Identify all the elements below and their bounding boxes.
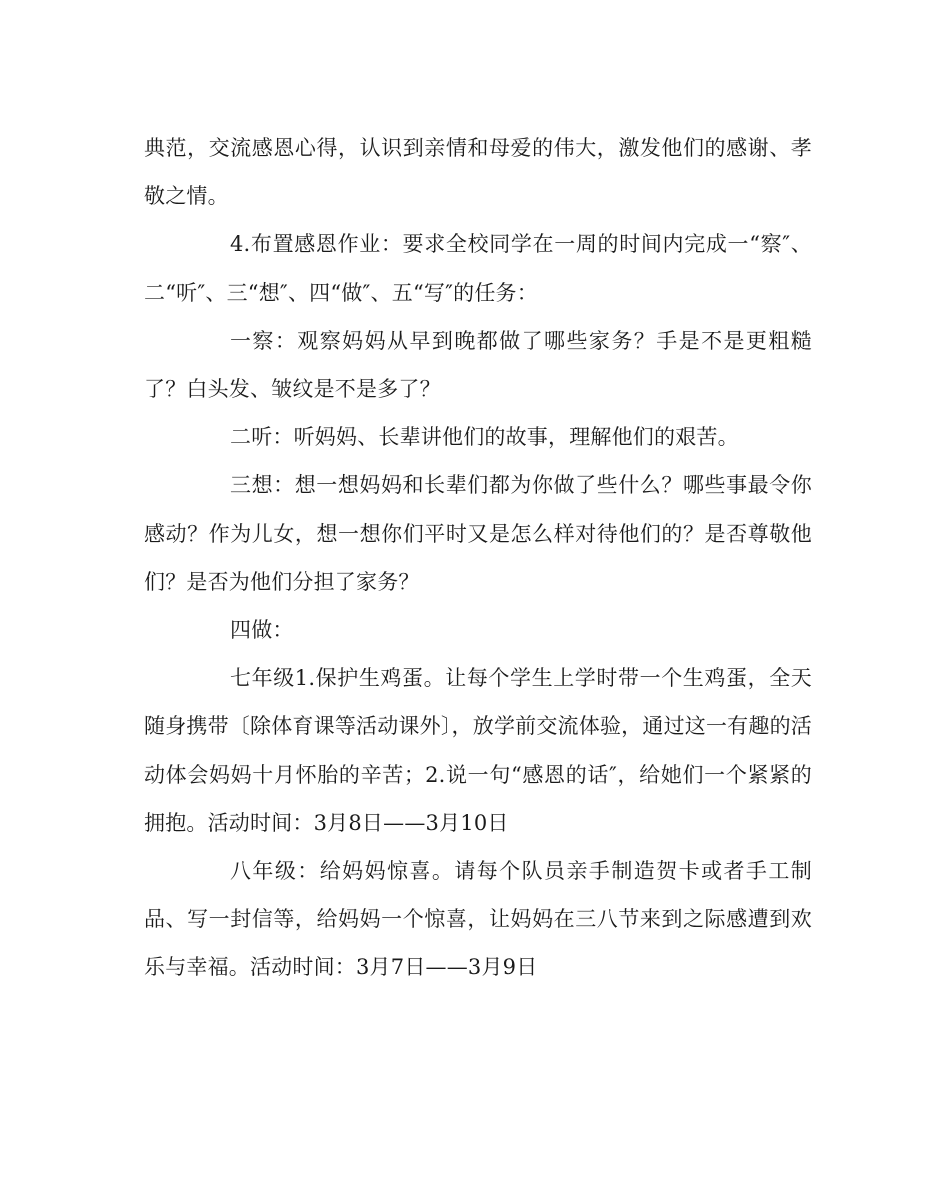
paragraph-observe: 一察：观察妈妈从早到晚都做了哪些家务？手是不是更粗糙了？白头发、皱纹是不是多了？ <box>144 328 812 402</box>
document-body <box>144 124 812 992</box>
paragraph-think: 三想：想一想妈妈和长辈们都为你做了些什么？哪些事最令你感动？作为儿女，想一想你们平时又是怎么样对待他们的？是否尊敬他们？是否为他们分担了家务？ <box>144 473 812 594</box>
paragraph-grade-seven: 七年级1.保护生鸡蛋。让每个学生上学时带一个生鸡蛋，全天随身携带〔除体育课等活动课外〕，放学前交流体验，通过这一有趣的活动体会妈妈十月怀胎的辛苦；2.说一句“感恩的话″，给她们一个紧紧的拥抱。活动时间：3月8日——3月10日 <box>144 666 812 835</box>
paragraph-gratitude-summary: 典范，交流感恩心得，认识到亲情和母爱的伟大，激发他们的感谢、孝敬之情。 <box>144 136 812 209</box>
paragraph-homework-assignment: 4.布置感恩作业：要求全校同学在一周的时间内完成一“察″、二“听″、三“想″、四“做″、五“写″的任务： <box>144 232 812 305</box>
paragraph-do-heading: 四做： <box>230 618 294 643</box>
paragraph-grade-eight: 八年级：给妈妈惊喜。请每个队员亲手制造贺卡或者手工制品、写一封信等，给妈妈一个惊喜，让妈妈在三八节来到之际感遭到欢乐与幸福。活动时间：3月7日——3月9日 <box>144 859 812 980</box>
paragraph-listen: 二听：听妈妈、长辈讲他们的故事，理解他们的艰苦。 <box>230 425 739 450</box>
